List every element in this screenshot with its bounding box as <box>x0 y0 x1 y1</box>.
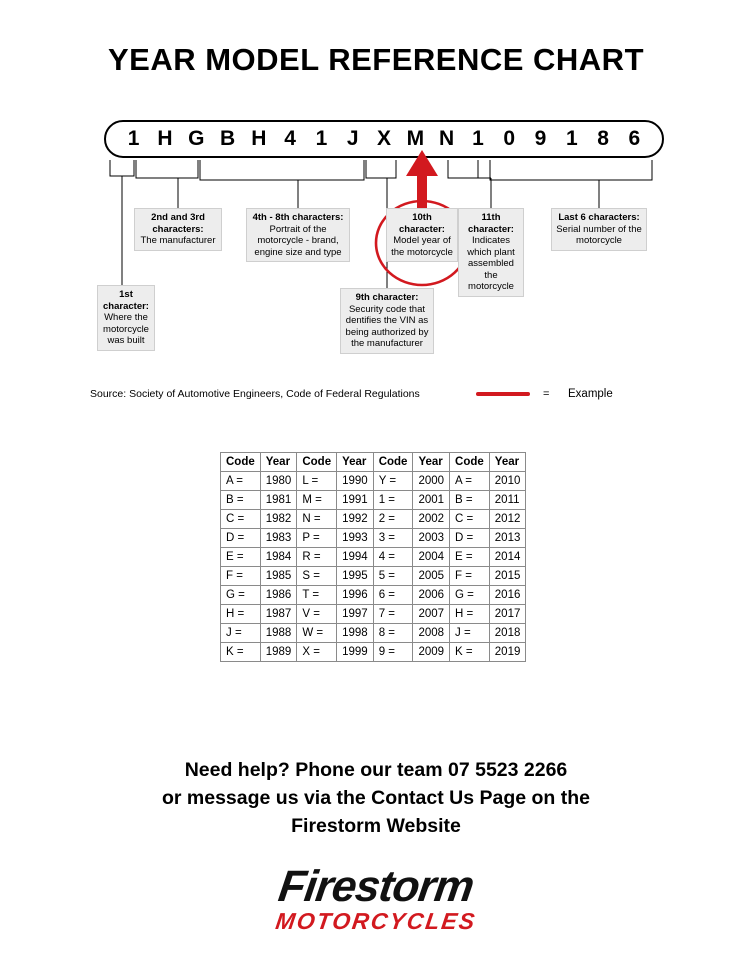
table-cell: C = <box>450 510 490 529</box>
help-line-1: Need help? Phone our team 07 5523 2266 <box>184 759 568 781</box>
table-cell-highlighted: M = <box>297 491 337 510</box>
table-cell: 2012 <box>489 510 526 529</box>
table-cell: 1982 <box>260 510 297 529</box>
table-cell: X = <box>297 643 337 662</box>
table-cell: 1992 <box>337 510 374 529</box>
table-header-cell: Code <box>373 453 413 472</box>
table-cell: 1986 <box>260 586 297 605</box>
table-cell: 2005 <box>413 567 450 586</box>
callout-body: Indicates which plant assembled the motorcycle <box>467 235 515 292</box>
table-cell: 1 = <box>373 491 413 510</box>
table-cell: 2015 <box>489 567 526 586</box>
table-cell: N = <box>297 510 337 529</box>
callout-ninth-character <box>340 288 434 354</box>
table-cell: B = <box>221 491 261 510</box>
help-line-3: Firestorm Website <box>291 815 461 837</box>
table-cell: 1994 <box>337 548 374 567</box>
callout-heading: 2nd and 3rd characters: <box>151 212 205 235</box>
table-cell: 1997 <box>337 605 374 624</box>
table-header-row <box>221 453 526 472</box>
table-cell: 2001 <box>413 491 450 510</box>
table-cell: 1985 <box>260 567 297 586</box>
table-cell: 1988 <box>260 624 297 643</box>
table-row <box>221 624 526 643</box>
legend-equals-sign: = <box>543 388 550 400</box>
vin-character: B <box>219 127 236 150</box>
callout-body: Portrait of the motorcycle - brand, engine size and type <box>254 223 342 258</box>
table-cell: 1983 <box>260 529 297 548</box>
vin-character: G <box>188 127 205 150</box>
callout-heading: 11th character: <box>468 212 514 235</box>
vin-character: N <box>439 127 455 150</box>
model-year-arrow <box>406 150 438 210</box>
callout-tenth-character <box>386 208 458 262</box>
table-cell: 1990 <box>337 472 374 491</box>
callout-eleventh-character <box>458 208 524 297</box>
table-cell: 2013 <box>489 529 526 548</box>
callout-heading: Last 6 characters: <box>558 212 640 223</box>
table-cell: W = <box>297 624 337 643</box>
table-cell: 5 = <box>373 567 413 586</box>
table-cell: 2003 <box>413 529 450 548</box>
vin-character: 1 <box>127 127 140 150</box>
table-cell: D = <box>450 529 490 548</box>
table-cell: Y = <box>373 472 413 491</box>
logo-subtitle: MOTORCYCLES <box>273 908 479 934</box>
table-row <box>221 548 526 567</box>
table-cell: 1987 <box>260 605 297 624</box>
table-cell: 1995 <box>337 567 374 586</box>
table-cell: A = <box>221 472 261 491</box>
table-cell: 1993 <box>337 529 374 548</box>
callout-heading: 10th character: <box>399 212 445 235</box>
table-cell: 4 = <box>373 548 413 567</box>
table-cell: 1981 <box>260 491 297 510</box>
table-cell: D = <box>221 529 261 548</box>
table-header-cell: Code <box>450 453 490 472</box>
callout-body: Model year of the motorcycle <box>391 235 453 258</box>
vin-character: H <box>157 127 173 150</box>
table-header-cell: Code <box>221 453 261 472</box>
table-cell: 1989 <box>260 643 297 662</box>
table-cell: 2010 <box>489 472 526 491</box>
table-cell: B = <box>450 491 490 510</box>
source-note: Source: Society of Automotive Engineers, Code of Federal Regulations <box>90 388 420 400</box>
table-header-cell: Year <box>337 453 374 472</box>
table-cell: 2000 <box>413 472 450 491</box>
table-cell: H = <box>450 605 490 624</box>
vin-character: 1 <box>472 127 484 150</box>
table-row <box>221 491 526 510</box>
table-cell: 2008 <box>413 624 450 643</box>
year-code-table <box>220 452 526 662</box>
table-cell: A = <box>450 472 490 491</box>
table-cell: 2018 <box>489 624 526 643</box>
table-cell: H = <box>221 605 261 624</box>
callout-heading: 1st character: <box>103 289 149 312</box>
logo-wordmark: Firestorm <box>275 862 477 911</box>
table-row <box>221 510 526 529</box>
table-cell: L = <box>297 472 337 491</box>
legend-example-label: Example <box>568 388 613 400</box>
table-cell: E = <box>221 548 261 567</box>
vin-character-model-year: M <box>406 127 425 150</box>
table-cell: R = <box>297 548 337 567</box>
firestorm-logo <box>196 862 556 940</box>
vin-character: X <box>377 127 392 150</box>
callout-last-six-characters <box>551 208 647 251</box>
table-cell: 2019 <box>489 643 526 662</box>
table-header-cell: Year <box>260 453 297 472</box>
vin-character: 4 <box>284 127 296 150</box>
table-cell: G = <box>450 586 490 605</box>
table-cell: 3 = <box>373 529 413 548</box>
table-cell: 2007 <box>413 605 450 624</box>
vin-character: H <box>251 127 267 150</box>
table-cell: V = <box>297 605 337 624</box>
table-cell: F = <box>450 567 490 586</box>
callout-body: Security code that dentifies the VIN as being authorized by the manufacturer <box>345 303 429 349</box>
help-text <box>0 756 752 840</box>
table-cell: 2002 <box>413 510 450 529</box>
table-cell: 1980 <box>260 472 297 491</box>
table-cell: 2004 <box>413 548 450 567</box>
table-cell: 2006 <box>413 586 450 605</box>
table-cell: 2014 <box>489 548 526 567</box>
table-cell: 1998 <box>337 624 374 643</box>
vin-character: 1 <box>315 127 328 150</box>
table-cell: 2016 <box>489 586 526 605</box>
callout-second-third-characters <box>134 208 222 251</box>
callout-heading: 9th character: <box>355 292 419 303</box>
callout-first-character <box>97 285 155 351</box>
table-cell: 1984 <box>260 548 297 567</box>
table-cell: 6 = <box>373 586 413 605</box>
table-row <box>221 472 526 491</box>
table-cell: 9 = <box>373 643 413 662</box>
vin-character: 6 <box>628 127 641 150</box>
table-cell: 8 = <box>373 624 413 643</box>
table-row <box>221 567 526 586</box>
table-cell: E = <box>450 548 490 567</box>
callout-body: The manufacturer <box>140 235 216 246</box>
table-cell-highlighted: 1991 <box>337 491 374 510</box>
table-cell: J = <box>221 624 261 643</box>
table-header-cell: Code <box>297 453 337 472</box>
table-cell: P = <box>297 529 337 548</box>
callout-body: Serial number of the motorcycle <box>556 223 642 246</box>
vin-character: 1 <box>565 127 578 150</box>
vin-character: J <box>346 127 359 150</box>
callout-fourth-eighth-characters <box>246 208 350 262</box>
callout-heading: 4th - 8th characters: <box>252 212 344 223</box>
table-cell: F = <box>221 567 261 586</box>
table-row <box>221 529 526 548</box>
table-cell: 1996 <box>337 586 374 605</box>
vin-character: 9 <box>534 127 547 150</box>
table-cell: 7 = <box>373 605 413 624</box>
table-row <box>221 586 526 605</box>
table-cell: J = <box>450 624 490 643</box>
table-cell: 1999 <box>337 643 374 662</box>
table-header-cell: Year <box>413 453 450 472</box>
vin-character: 0 <box>503 127 516 150</box>
table-cell: S = <box>297 567 337 586</box>
table-cell: T = <box>297 586 337 605</box>
help-line-2: or message us via the Contact Us Page on the <box>161 787 591 809</box>
table-cell: C = <box>221 510 261 529</box>
table-header-cell: Year <box>489 453 526 472</box>
table-row <box>221 643 526 662</box>
vin-character: 8 <box>597 127 609 150</box>
table-cell: 2 = <box>373 510 413 529</box>
page-title: YEAR MODEL REFERENCE CHART <box>107 42 645 77</box>
table-cell: 2017 <box>489 605 526 624</box>
table-cell: K = <box>221 643 261 662</box>
callout-body: Where the motorcycle was built <box>103 312 149 346</box>
table-cell: K = <box>450 643 490 662</box>
vin-capsule <box>104 120 664 158</box>
table-cell: 2011 <box>489 491 526 510</box>
table-cell: 2009 <box>413 643 450 662</box>
table-cell: G = <box>221 586 261 605</box>
table-row <box>221 605 526 624</box>
